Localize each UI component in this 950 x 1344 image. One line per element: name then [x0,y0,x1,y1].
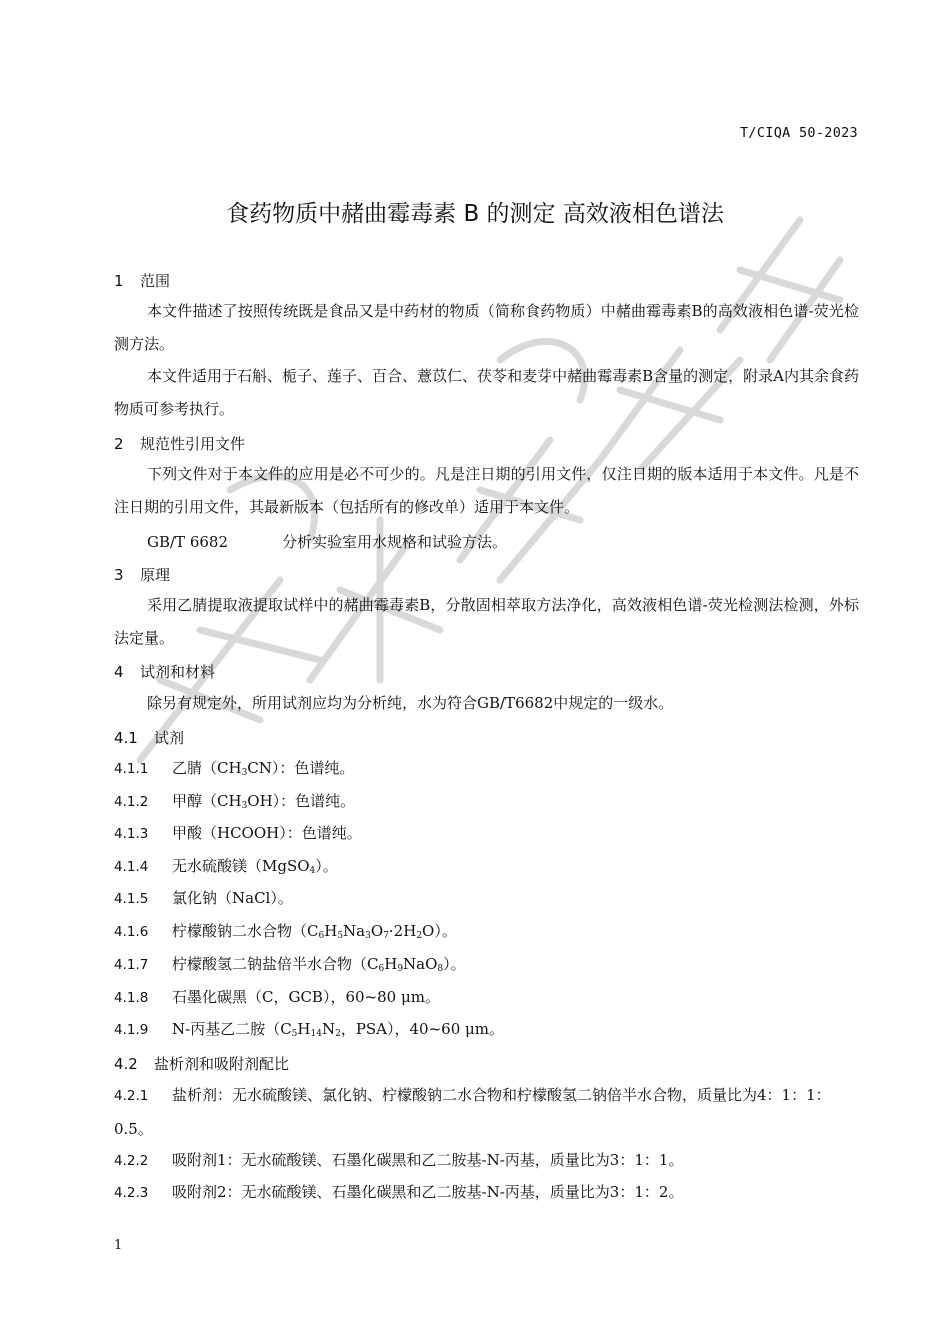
item-number: 4.1.9 [114,1022,149,1038]
section-title: 试剂 [154,729,185,747]
item-text: CN）：色谱纯。 [247,759,355,777]
section-4-2-heading [114,1053,289,1074]
reference-code: GB/T 6682 [147,533,229,551]
section-2-paragraph-1: 下列文件对于本文件的应用是必不可少的。凡是注日期的引用文件，仅注日期的版本适用于本文件。凡是不注日期的引用文件，其最新版本（包括所有的修改单）适用于本文件。 [114,465,859,516]
item-text: NaO [403,955,438,973]
section-title: 范围 [140,272,171,290]
section-number: 1 [114,272,124,290]
item-4-2-3 [114,1176,860,1210]
item-number: 4.1.5 [114,891,149,907]
section-4-paragraph-1: 除另有规定外，所用试剂应均为分析纯，水为符合GB/T6682中规定的一级水。 [147,694,674,712]
item-text: N-丙基乙二胺（C [172,1020,292,1038]
section-number: 4.1 [114,729,138,747]
subscript: 2 [416,931,423,941]
item-text: ）。 [315,857,338,875]
section-title: 原理 [140,566,171,584]
section-number: 3 [114,566,124,584]
item-text: 柠檬酸钠二水合物（C [172,922,319,940]
item-text: H [297,1020,311,1038]
item-number: 4.1.8 [114,990,149,1006]
subscript: 8 [437,964,444,974]
reference-title: 分析实验室用水规格和试验方法。 [282,533,508,551]
item-text: 吸附剂1：无水硫酸镁、石墨化碳黑和乙二胺基-N-丙基，质量比为3：1：1。 [172,1151,684,1169]
item-text: Na [343,922,366,940]
section-title: 规范性引用文件 [140,435,246,453]
normative-reference [147,531,507,552]
item-text: N [321,1020,336,1038]
item-4-1-3 [114,817,860,851]
subscript: 9 [397,964,404,974]
item-text: 乙腈（CH [172,759,242,777]
item-number: 4.2.3 [114,1185,149,1201]
item-4-1-6 [114,915,860,953]
section-number: 4.2 [114,1055,138,1073]
item-number: 4.1.4 [114,859,149,875]
document-code: T/CIQA 50-2023 [740,125,858,141]
item-text: H [384,955,398,973]
section-1-heading [114,270,170,291]
item-number: 4.1.7 [114,957,149,973]
subscript: 6 [378,964,385,974]
subscript: 5 [337,931,344,941]
section-4-heading [114,661,215,682]
item-text: ·2H [388,922,417,940]
item-text: ，PSA），40~60 μm。 [340,1020,504,1038]
item-text: O）。 [422,922,457,940]
item-text: 石墨化碳黑（C，GCB），60~80 μm。 [172,988,440,1006]
item-text: H [324,922,338,940]
item-4-1-9 [114,1013,860,1051]
item-number: 4.1.6 [114,924,149,940]
item-text: 氯化钠（NaCl）。 [172,889,293,907]
subscript: 3 [241,768,248,778]
item-text: 甲醇（CH [172,792,242,810]
item-4-1-7 [114,948,860,986]
item-text: OH）：色谱纯。 [247,792,356,810]
section-2-heading [114,433,245,454]
section-4-1-heading [114,727,184,748]
page-number: 1 [114,1238,123,1253]
section-1-paragraph-1: 本文件描述了按照传统既是食品又是中药材的物质（简称食药物质）中赭曲霉毒素B的高效液相色谱-荧光检测方法。 [114,302,859,353]
item-4-2-1 [114,1079,860,1145]
item-text: ）。 [443,955,466,973]
item-number: 4.2.1 [114,1088,149,1104]
section-3-paragraph-1: 采用乙腈提取液提取试样中的赭曲霉毒素B，分散固相萃取方法净化，高效液相色谱-荧光检测法检测，外标法定量。 [114,596,859,647]
item-text: 吸附剂2：无水硫酸镁、石墨化碳黑和乙二胺基-N-丙基，质量比为3：1：2。 [172,1183,684,1201]
section-number: 4 [114,663,124,681]
item-number: 4.1.2 [114,794,149,810]
section-title: 盐析剂和吸附剂配比 [154,1055,290,1073]
subscript: 4 [309,866,316,876]
item-4-1-8 [114,981,860,1015]
document-title: 食药物质中赭曲霉毒素 B 的测定 高效液相色谱法 [226,201,724,227]
section-3-heading [114,564,170,585]
subscript: 3 [241,801,248,811]
item-text: O [370,922,384,940]
subscript: 3 [365,931,371,941]
subscript: 7 [383,931,389,941]
item-4-1-1 [114,752,860,790]
item-4-2-2 [114,1144,860,1178]
item-number: 4.2.2 [114,1153,149,1169]
item-number: 4.1.3 [114,826,149,842]
subscript: 14 [310,1029,322,1039]
section-number: 2 [114,435,124,453]
item-text: 甲酸（HCOOH）：色谱纯。 [172,824,362,842]
section-title: 试剂和材料 [140,663,216,681]
item-text: 柠檬酸氢二钠盐倍半水合物（C [172,955,379,973]
subscript: 2 [335,1029,341,1039]
item-number: 4.1.1 [114,761,149,777]
subscript: 5 [291,1029,298,1039]
section-1-paragraph-2: 本文件适用于石斛、栀子、莲子、百合、薏苡仁、茯苓和麦芽中赭曲霉毒素B含量的测定，附录A内其余食药物质可参考执行。 [114,367,859,418]
item-text: 无水硫酸镁（MgSO [172,857,310,875]
item-text: 盐析剂：无水硫酸镁、氯化钠、柠檬酸钠二水合物和柠檬酸氢二钠倍半水合物，质量比为4：1：1：0.5。 [114,1086,831,1138]
item-4-1-5 [114,882,860,916]
subscript: 6 [318,931,325,941]
